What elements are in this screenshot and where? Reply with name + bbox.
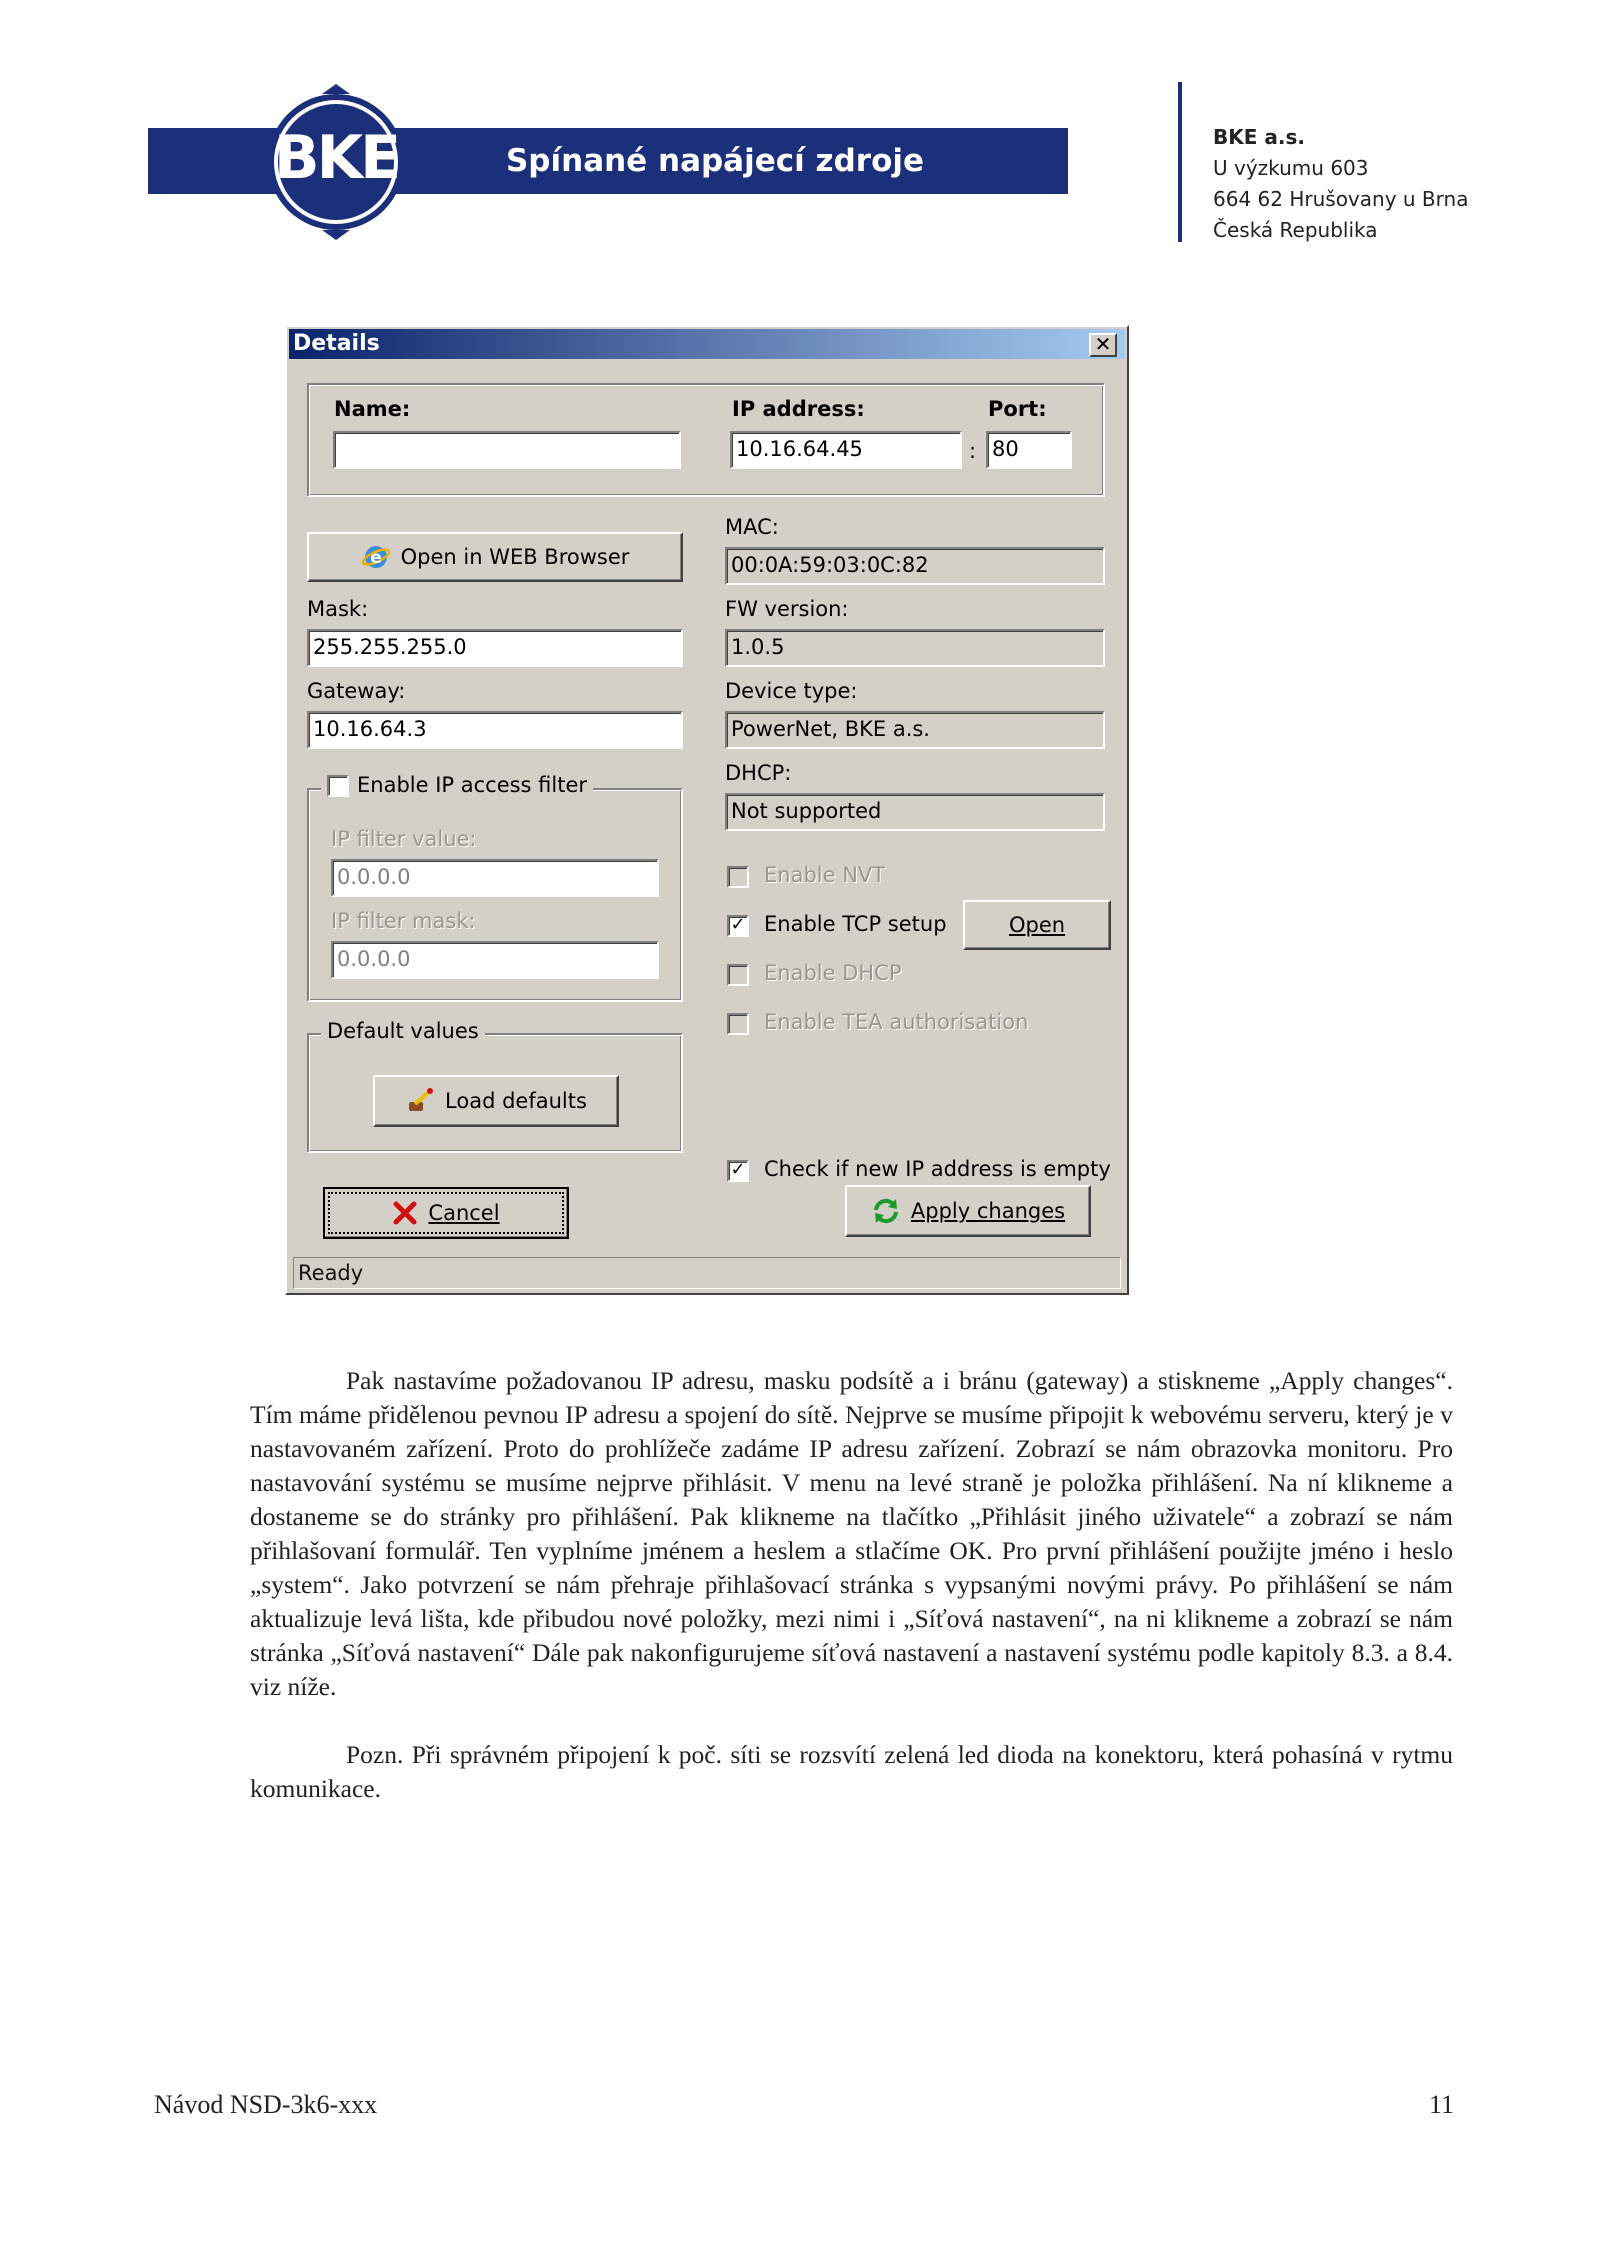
status-bar: Ready — [293, 1257, 1121, 1289]
mask-field[interactable]: 255.255.255.0 — [307, 629, 683, 667]
address-line: 664 62 Hrušovany u Brna — [1213, 187, 1469, 211]
enable-dhcp-checkbox[interactable] — [727, 964, 749, 986]
ip-filter-checkbox-label: Enable IP access filter — [357, 773, 588, 797]
enable-tea-label: Enable TEA authorisation — [764, 1010, 1029, 1034]
cancel-label: Cancel — [428, 1201, 500, 1225]
gateway-field[interactable]: 10.16.64.3 — [307, 711, 683, 749]
close-button[interactable]: ✕ — [1089, 333, 1117, 357]
ip-filter-checkbox[interactable] — [327, 775, 349, 797]
enable-nvt-label: Enable NVT — [764, 863, 886, 887]
company-name: BKE a.s. — [1213, 125, 1305, 149]
header-divider — [1178, 82, 1182, 242]
port-label: Port: — [988, 397, 1047, 421]
body-paragraph-2: Pozn. Při správném připojení k poč. síti se rozsvítí zelená led dioda na konektoru, která pohasíná v rytmu komunikace. — [250, 1740, 1453, 1803]
footer-page-number: 11 — [1428, 2090, 1454, 2119]
ip-filter-value-field[interactable]: 0.0.0.0 — [331, 859, 659, 897]
cancel-button[interactable] — [323, 1187, 569, 1239]
internet-explorer-icon — [361, 542, 391, 572]
svg-text:e: e — [369, 548, 382, 568]
load-defaults-button[interactable] — [373, 1075, 619, 1127]
fw-version-label: FW version: — [725, 597, 849, 621]
dhcp-label: DHCP: — [725, 761, 792, 785]
open-web-browser-button[interactable] — [307, 532, 683, 582]
details-dialog — [285, 325, 1129, 1295]
enable-nvt-checkbox[interactable] — [727, 866, 749, 888]
enable-tea-checkbox[interactable] — [727, 1013, 749, 1035]
dialog-titlebar[interactable] — [289, 329, 1125, 359]
dialog-title: Details — [293, 331, 380, 356]
mac-field: 00:0A:59:03:0C:82 — [725, 547, 1105, 585]
check-ip-empty-label: Check if new IP address is empty — [764, 1157, 1111, 1181]
fw-version-field: 1.0.5 — [725, 629, 1105, 667]
address-line: Česká Republika — [1213, 218, 1378, 242]
port-separator: : — [969, 439, 977, 463]
mac-label: MAC: — [725, 515, 779, 539]
dhcp-field: Not supported — [725, 793, 1105, 831]
footer-document-name: Návod NSD-3k6-xxx — [154, 2090, 378, 2119]
gateway-label: Gateway: — [307, 679, 406, 703]
enable-tcp-setup-checkbox[interactable]: ✓ — [727, 915, 749, 937]
ip-filter-mask-field[interactable]: 0.0.0.0 — [331, 941, 659, 979]
body-paragraph-1: Pak nastavíme požadovanou IP adresu, masku podsítě a i bránu (gateway) a stiskneme „Apply changes“. Tím máme přidělenou pevnou IP adresu a spojení do sítě. Nejprve se musíme připojit k webovému serveru, který je v nastavovaném zařízení. Proto do prohlížeče zadáme IP adresu zařízení. Zobrazí se nám obrazovka monitoru. Pro nastavování systému se musíme nejprve přihlásit. V menu na levé straně je položka přihlášení. Na ní klikneme a dostaneme se do stránky pro přihlášení. Pak klikneme na tlačítko „Přihlásit jiného uživatele“ a zobrazí se nám přihlašovaní formulář. Ten vyplníme jménem a heslem a stlačíme OK. Pro první přihlášení použijte jméno i heslo „system“. Jako potvrzení se nám přehraje přihlašovací stránka s vypsanými novými právy. Po přihlášení se nám aktualizuje levá lišta, kde přibudou nové položky, mezi nimi i „Síťová nastavení“, na ni klikneme a zobrazí se nám stránka „Síťová nastavení“ Dále pak nakonfigurujeme síťová nastavení a nastavení systému podle kapitoly 8.3. a 8.4. viz níže. — [250, 1366, 1453, 1701]
logo-text: BKE — [273, 123, 399, 193]
company-address — [1213, 122, 1468, 246]
ip-filter-mask-label: IP filter mask: — [331, 909, 476, 933]
apply-changes-label: Apply changes — [910, 1199, 1066, 1223]
port-field[interactable]: 80 — [986, 431, 1072, 469]
ip-filter-legend — [321, 773, 593, 797]
open-web-browser-label: Open in WEB Browser — [400, 545, 630, 569]
open-tcp-label: Open — [1008, 913, 1066, 937]
enable-dhcp-label: Enable DHCP — [764, 961, 902, 985]
apply-changes-button[interactable] — [845, 1185, 1091, 1237]
ip-address-field[interactable]: 10.16.64.45 — [730, 431, 962, 469]
check-ip-empty-checkbox[interactable]: ✓ — [727, 1160, 749, 1182]
mask-label: Mask: — [307, 597, 369, 621]
device-type-field: PowerNet, BKE a.s. — [725, 711, 1105, 749]
name-field[interactable] — [333, 431, 681, 469]
load-defaults-label: Load defaults — [445, 1089, 587, 1113]
load-defaults-icon — [405, 1086, 435, 1116]
ip-address-label: IP address: — [732, 397, 865, 421]
ip-filter-value-label: IP filter value: — [331, 827, 477, 851]
address-line: U výzkumu 603 — [1213, 156, 1369, 180]
device-type-label: Device type: — [725, 679, 858, 703]
enable-tcp-setup-label: Enable TCP setup — [764, 912, 947, 936]
cancel-x-icon — [392, 1200, 418, 1226]
refresh-icon — [871, 1196, 901, 1226]
default-values-legend: Default values — [321, 1019, 485, 1043]
name-label: Name: — [334, 397, 411, 421]
open-tcp-button[interactable] — [963, 900, 1111, 950]
header-title: Spínané napájecí zdroje — [505, 143, 925, 179]
